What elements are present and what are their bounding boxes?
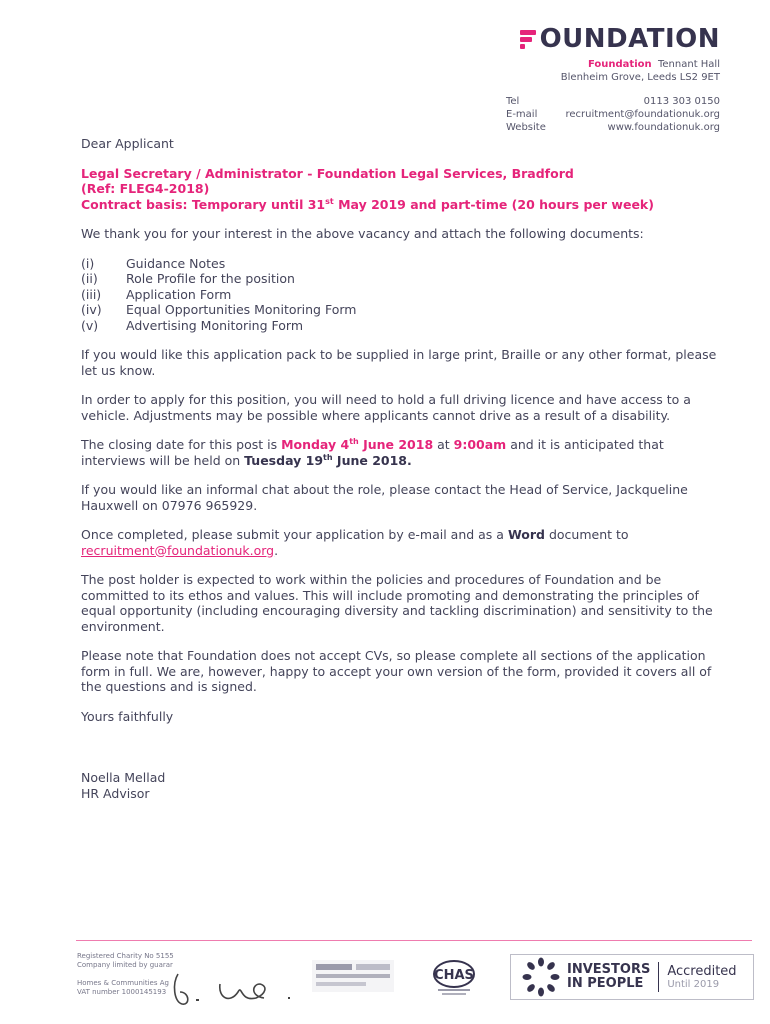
- iip-accredited: Accredited: [667, 963, 737, 979]
- chat-paragraph: If you would like an informal chat about the role, please contact the Head of Service, Jackqueline Hauxwell on 07976 965929.: [81, 482, 688, 513]
- contact-label: E-mail: [506, 109, 538, 120]
- ordinal-suffix: th: [323, 452, 333, 462]
- signature-scribble: [168, 962, 298, 1012]
- footer-line: Company limited by guarar: [77, 961, 173, 969]
- text: Once completed, please submit your application by e-mail and as a: [81, 527, 508, 542]
- list-text: Equal Opportunities Monitoring Form: [126, 302, 357, 317]
- footer-line: Homes & Communities Ag: [77, 979, 169, 987]
- text: .: [274, 542, 279, 558]
- text: and it is anticipated that interviews will be held on: [81, 437, 664, 468]
- list-number: (iv): [81, 302, 102, 317]
- vacancy-reference: (Ref: FLEG4-2018): [81, 181, 210, 196]
- list-text: Application Form: [126, 286, 232, 302]
- interview-date-text: Tuesday 19: [244, 452, 324, 468]
- interview-date-text: June 2018.: [332, 452, 412, 468]
- contact-value: 0113 303 0150: [643, 96, 720, 107]
- contract-basis-text: May 2019 and part-time (20 hours per week): [333, 196, 654, 212]
- list-number: (i): [81, 255, 95, 271]
- vacancy-title-line1: Legal Secretary / Administrator - Foundation Legal Services, Bradford: [81, 165, 574, 181]
- contact-row-email: [506, 108, 720, 121]
- cvs-paragraph: Please note that Foundation does not accept CVs, so please complete all sections of the application form in full. We are, however, happy to accept your own version of the form, provided it covers all of the questions and is signed.: [81, 648, 712, 694]
- iip-until: Until 2019: [667, 978, 720, 990]
- format-paragraph: If you would like this application pack to be supplied in large print, Braille or any other format, please let us know.: [81, 347, 717, 378]
- closing-date-text: Monday 4: [281, 437, 350, 452]
- investors-in-people-badge: [510, 954, 754, 1000]
- text: document to: [544, 527, 629, 542]
- contract-basis-text: Contract basis: Temporary until 31: [81, 196, 326, 212]
- signer-role: HR Advisor: [81, 785, 150, 801]
- documents-list: [81, 256, 726, 334]
- contact-block: [506, 95, 720, 134]
- list-number: (ii): [81, 271, 98, 286]
- chas-logo-icon: [428, 958, 480, 996]
- contact-label: Tel: [506, 96, 520, 107]
- ordinal-suffix: st: [325, 196, 334, 206]
- closing-time: 9:00am: [453, 437, 507, 452]
- text: The closing date for this post is: [81, 437, 282, 452]
- list-text: Role Profile for the position: [126, 271, 295, 286]
- closing-date-text: June 2018: [358, 437, 434, 452]
- iip-accreditation: [667, 965, 736, 990]
- vacancy-title: [81, 166, 726, 213]
- intro-paragraph: We thank you for your interest in the above vacancy and attach the following documents:: [81, 226, 644, 241]
- contract-basis: [81, 197, 726, 213]
- contact-row-tel: [506, 95, 720, 108]
- interview-date: [244, 453, 412, 468]
- sender-address: [561, 58, 720, 84]
- policies-paragraph: The post holder is expected to work within the policies and procedures of Foundation and be committed to its ethos and values. This will include promoting and demonstrating the principles of equal opportunity (including encouraging diversity and tackling discrimination) and sensitivity to the environment.: [81, 572, 713, 634]
- list-number: (iii): [81, 286, 102, 302]
- iip-title-line: INVESTORS: [567, 962, 651, 977]
- letter-body: [81, 136, 726, 801]
- address-brand: Foundation: [587, 59, 652, 70]
- closing-date: [281, 437, 433, 452]
- chas-logo: [428, 958, 480, 996]
- list-item: [81, 302, 726, 318]
- footer-line: Registered Charity No 5155: [77, 952, 174, 960]
- list-item: [81, 287, 726, 303]
- logo-text: OUNDATION: [539, 24, 720, 54]
- iip-wreath-icon: [521, 957, 561, 997]
- iip-title: [567, 963, 650, 991]
- text: at: [433, 437, 454, 452]
- address-line2: Blenheim Grove, Leeds LS2 9ET: [560, 72, 720, 83]
- closing-date-paragraph: [81, 437, 726, 468]
- iip-title-line: IN PEOPLE: [567, 976, 644, 991]
- footer-registration: [77, 952, 174, 997]
- contact-value[interactable]: www.foundationuk.org: [607, 122, 720, 133]
- foundation-logo: [520, 24, 720, 54]
- list-item: [81, 256, 726, 272]
- email-link[interactable]: recruitment@foundationuk.org: [81, 542, 275, 558]
- salutation: Dear Applicant: [81, 136, 174, 151]
- logo-mark-icon: [520, 28, 536, 50]
- iip-divider: [658, 962, 659, 992]
- contact-label: Website: [506, 122, 546, 133]
- address-line1: Tennant Hall: [657, 59, 720, 70]
- submit-paragraph: [81, 527, 726, 558]
- footer-line: VAT number 1000145193: [77, 988, 167, 996]
- signoff: Yours faithfully: [81, 708, 174, 724]
- contact-row-website: [506, 121, 720, 134]
- accreditation-badge-icon: [310, 958, 396, 994]
- list-item: [81, 271, 726, 287]
- list-number: (v): [81, 317, 99, 333]
- list-text: Advertising Monitoring Form: [126, 317, 303, 333]
- contact-value[interactable]: recruitment@foundationuk.org: [565, 109, 720, 120]
- word-emphasis: Word: [507, 527, 545, 542]
- list-text: Guidance Notes: [126, 255, 226, 271]
- signer-name: Noella Mellad: [81, 770, 166, 785]
- footer-divider: [76, 940, 752, 941]
- chas-logo-text: CHAS: [434, 968, 474, 983]
- driving-paragraph: In order to apply for this position, you will need to hold a full driving licence and have access to a vehicle. Adjustments may be possible where applicants cannot drive as a result of a disability.: [81, 392, 691, 423]
- list-item: [81, 318, 726, 334]
- ordinal-suffix: th: [349, 436, 359, 446]
